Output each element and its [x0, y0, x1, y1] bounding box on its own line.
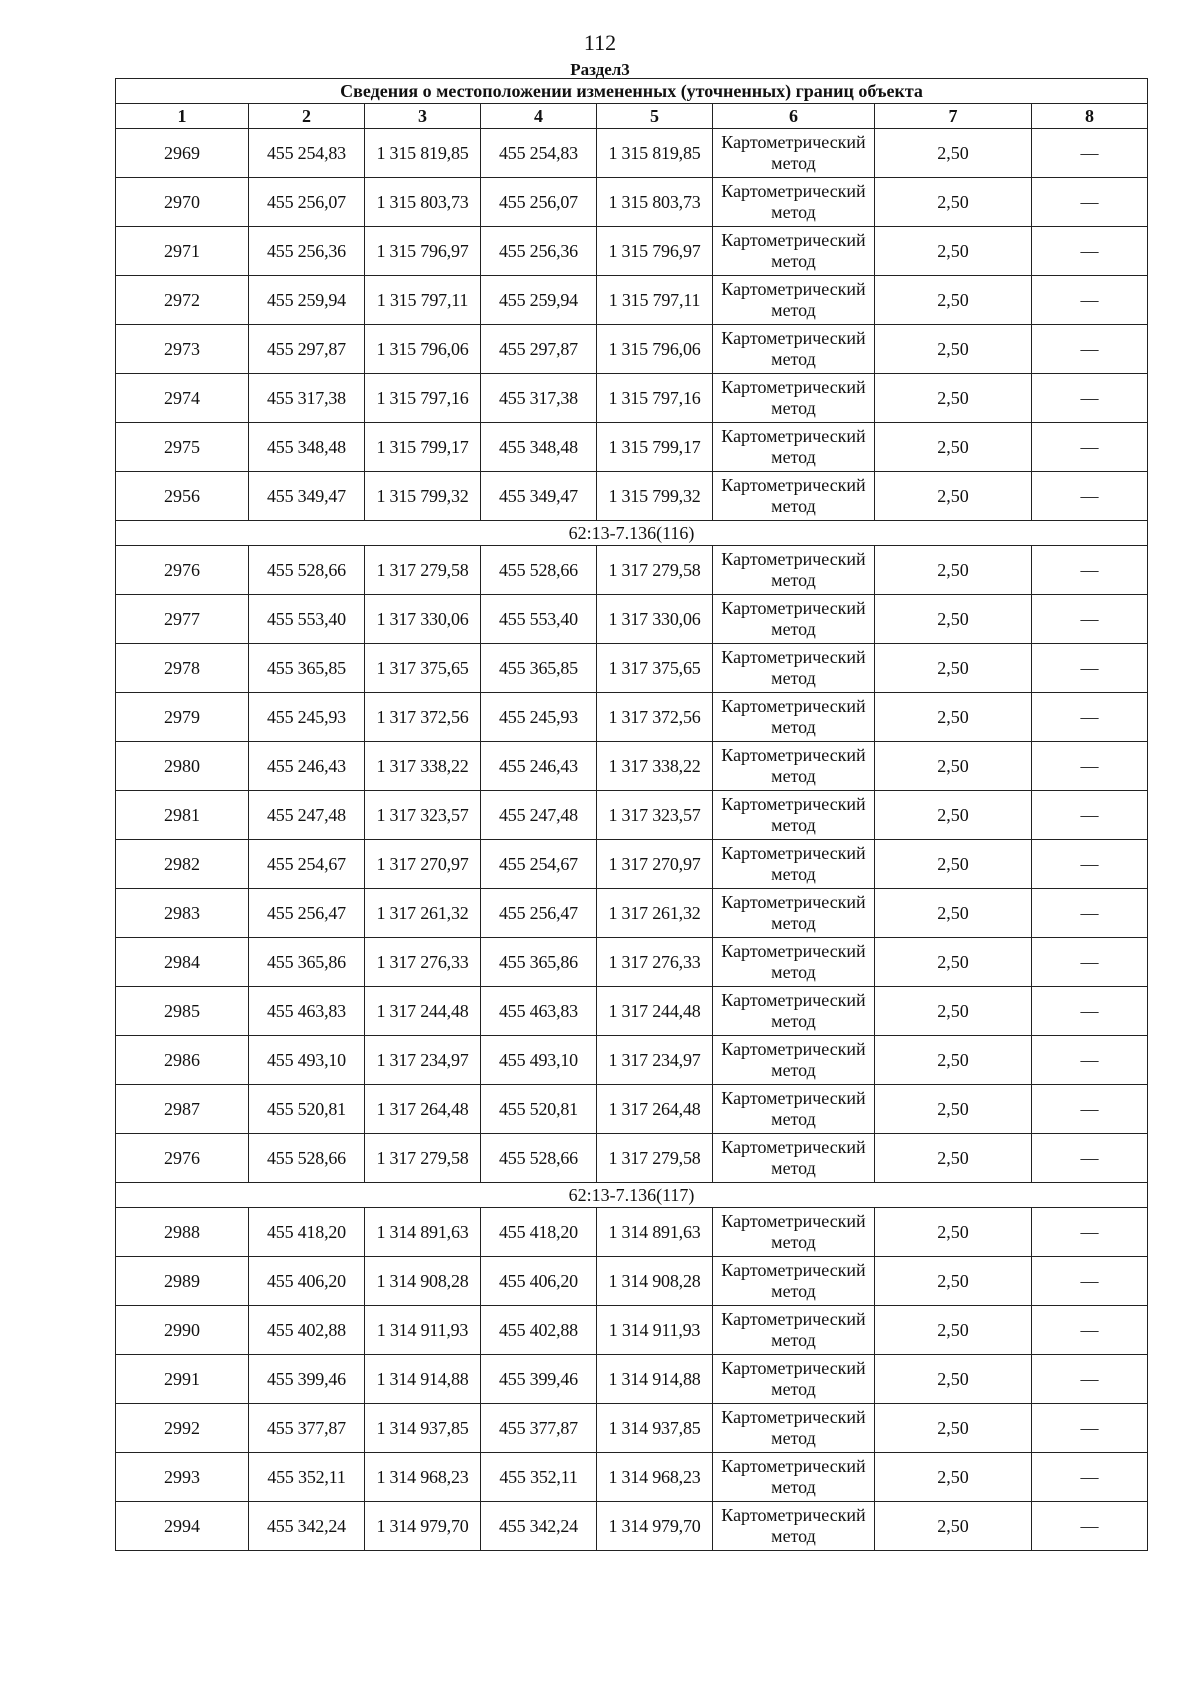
point-number: 2978 [116, 644, 249, 693]
coord-y-existing: 1 315 796,97 [365, 227, 481, 276]
accuracy-value: 2,50 [875, 791, 1032, 840]
coord-x-existing: 455 246,43 [249, 742, 365, 791]
column-header: 1 [116, 104, 249, 129]
accuracy-value: 2,50 [875, 227, 1032, 276]
accuracy-value: 2,50 [875, 693, 1032, 742]
coord-x-existing: 455 463,83 [249, 987, 365, 1036]
object-group-label: 62:13-7.136(117) [116, 1183, 1148, 1208]
determination-method: Картометрический метод [713, 1453, 875, 1502]
coord-y-existing: 1 315 819,85 [365, 129, 481, 178]
coord-y-existing: 1 317 279,58 [365, 1134, 481, 1183]
determination-method: Картометрический метод [713, 791, 875, 840]
table-row [116, 595, 1148, 644]
coord-y-new: 1 317 264,48 [597, 1085, 713, 1134]
coord-x-existing: 455 317,38 [249, 374, 365, 423]
coord-y-existing: 1 317 375,65 [365, 644, 481, 693]
coord-y-new: 1 317 338,22 [597, 742, 713, 791]
coord-x-new: 455 418,20 [481, 1208, 597, 1257]
accuracy-value: 2,50 [875, 1355, 1032, 1404]
boundary-coordinates-table [115, 78, 1148, 1551]
accuracy-value: 2,50 [875, 1036, 1032, 1085]
determination-method: Картометрический метод [713, 1355, 875, 1404]
coord-x-existing: 455 254,83 [249, 129, 365, 178]
coord-y-existing: 1 315 803,73 [365, 178, 481, 227]
section-title: Раздел3 [570, 60, 630, 79]
coord-y-new: 1 317 234,97 [597, 1036, 713, 1085]
coord-x-existing: 455 348,48 [249, 423, 365, 472]
table-row [116, 840, 1148, 889]
coord-x-new: 455 553,40 [481, 595, 597, 644]
object-group-label: 62:13-7.136(116) [116, 521, 1148, 546]
column-header: 5 [597, 104, 713, 129]
extra-value: — [1032, 1085, 1148, 1134]
table-row [116, 644, 1148, 693]
table-row [116, 423, 1148, 472]
coord-y-existing: 1 314 968,23 [365, 1453, 481, 1502]
point-number: 2979 [116, 693, 249, 742]
coord-x-existing: 455 402,88 [249, 1306, 365, 1355]
accuracy-value: 2,50 [875, 472, 1032, 521]
extra-value: — [1032, 1404, 1148, 1453]
coord-x-existing: 455 247,48 [249, 791, 365, 840]
object-group-row [116, 1183, 1148, 1208]
coord-y-existing: 1 315 797,16 [365, 374, 481, 423]
coord-x-new: 455 399,46 [481, 1355, 597, 1404]
table-row [116, 987, 1148, 1036]
coord-x-new: 455 246,43 [481, 742, 597, 791]
coord-x-existing: 455 256,36 [249, 227, 365, 276]
extra-value: — [1032, 595, 1148, 644]
coord-x-existing: 455 365,86 [249, 938, 365, 987]
coord-x-new: 455 377,87 [481, 1404, 597, 1453]
determination-method: Картометрический метод [713, 938, 875, 987]
table-row [116, 1453, 1148, 1502]
table-row [116, 546, 1148, 595]
coord-x-existing: 455 349,47 [249, 472, 365, 521]
accuracy-value: 2,50 [875, 987, 1032, 1036]
accuracy-value: 2,50 [875, 1208, 1032, 1257]
coord-x-new: 455 245,93 [481, 693, 597, 742]
coord-y-existing: 1 317 279,58 [365, 546, 481, 595]
accuracy-value: 2,50 [875, 546, 1032, 595]
coord-x-new: 455 365,85 [481, 644, 597, 693]
table-row [116, 1085, 1148, 1134]
table-row [116, 1036, 1148, 1085]
accuracy-value: 2,50 [875, 938, 1032, 987]
determination-method: Картометрический метод [713, 1134, 875, 1183]
accuracy-value: 2,50 [875, 1085, 1032, 1134]
point-number: 2956 [116, 472, 249, 521]
coord-y-new: 1 315 797,16 [597, 374, 713, 423]
coord-x-existing: 455 259,94 [249, 276, 365, 325]
determination-method: Картометрический метод [713, 178, 875, 227]
coord-x-new: 455 528,66 [481, 1134, 597, 1183]
extra-value: — [1032, 791, 1148, 840]
accuracy-value: 2,50 [875, 644, 1032, 693]
coord-x-new: 455 247,48 [481, 791, 597, 840]
point-number: 2992 [116, 1404, 249, 1453]
determination-method: Картометрический метод [713, 742, 875, 791]
determination-method: Картометрический метод [713, 1208, 875, 1257]
coord-x-existing: 455 528,66 [249, 1134, 365, 1183]
coord-x-new: 455 256,36 [481, 227, 597, 276]
extra-value: — [1032, 1306, 1148, 1355]
coord-y-existing: 1 317 234,97 [365, 1036, 481, 1085]
coord-y-existing: 1 315 796,06 [365, 325, 481, 374]
coord-y-new: 1 317 270,97 [597, 840, 713, 889]
coord-y-new: 1 317 244,48 [597, 987, 713, 1036]
accuracy-value: 2,50 [875, 374, 1032, 423]
coord-y-new: 1 317 375,65 [597, 644, 713, 693]
coord-x-new: 455 352,11 [481, 1453, 597, 1502]
determination-method: Картометрический метод [713, 840, 875, 889]
coord-y-existing: 1 317 244,48 [365, 987, 481, 1036]
coord-y-existing: 1 314 979,70 [365, 1502, 481, 1551]
accuracy-value: 2,50 [875, 1306, 1032, 1355]
point-number: 2993 [116, 1453, 249, 1502]
point-number: 2971 [116, 227, 249, 276]
coord-y-existing: 1 317 372,56 [365, 693, 481, 742]
point-number: 2987 [116, 1085, 249, 1134]
determination-method: Картометрический метод [713, 1306, 875, 1355]
point-number: 2986 [116, 1036, 249, 1085]
determination-method: Картометрический метод [713, 1502, 875, 1551]
extra-value: — [1032, 129, 1148, 178]
accuracy-value: 2,50 [875, 595, 1032, 644]
coord-x-existing: 455 528,66 [249, 546, 365, 595]
coord-x-new: 455 342,24 [481, 1502, 597, 1551]
table-row [116, 374, 1148, 423]
coord-y-new: 1 315 803,73 [597, 178, 713, 227]
point-number: 2974 [116, 374, 249, 423]
accuracy-value: 2,50 [875, 276, 1032, 325]
page-number: 112 [583, 30, 617, 55]
coord-x-existing: 455 553,40 [249, 595, 365, 644]
accuracy-value: 2,50 [875, 178, 1032, 227]
coord-y-existing: 1 317 276,33 [365, 938, 481, 987]
accuracy-value: 2,50 [875, 742, 1032, 791]
coord-y-existing: 1 317 261,32 [365, 889, 481, 938]
accuracy-value: 2,50 [875, 840, 1032, 889]
coord-y-new: 1 317 276,33 [597, 938, 713, 987]
column-header: 4 [481, 104, 597, 129]
coord-x-existing: 455 493,10 [249, 1036, 365, 1085]
determination-method: Картометрический метод [713, 423, 875, 472]
determination-method: Картометрический метод [713, 325, 875, 374]
coord-y-existing: 1 314 891,63 [365, 1208, 481, 1257]
extra-value: — [1032, 742, 1148, 791]
determination-method: Картометрический метод [713, 129, 875, 178]
coord-y-new: 1 315 819,85 [597, 129, 713, 178]
coord-y-new: 1 317 261,32 [597, 889, 713, 938]
determination-method: Картометрический метод [713, 987, 875, 1036]
table-row [116, 938, 1148, 987]
point-number: 2981 [116, 791, 249, 840]
coord-x-existing: 455 256,07 [249, 178, 365, 227]
accuracy-value: 2,50 [875, 1404, 1032, 1453]
accuracy-value: 2,50 [875, 129, 1032, 178]
coord-y-new: 1 315 796,97 [597, 227, 713, 276]
coord-y-existing: 1 315 799,32 [365, 472, 481, 521]
coord-y-new: 1 317 279,58 [597, 1134, 713, 1183]
coord-x-new: 455 254,67 [481, 840, 597, 889]
coord-y-existing: 1 314 937,85 [365, 1404, 481, 1453]
determination-method: Картометрический метод [713, 276, 875, 325]
coord-x-new: 455 254,83 [481, 129, 597, 178]
coord-y-existing: 1 315 797,11 [365, 276, 481, 325]
point-number: 2989 [116, 1257, 249, 1306]
coord-y-new: 1 314 937,85 [597, 1404, 713, 1453]
coord-y-new: 1 315 799,17 [597, 423, 713, 472]
point-number: 2972 [116, 276, 249, 325]
coord-x-new: 455 259,94 [481, 276, 597, 325]
coord-x-existing: 455 352,11 [249, 1453, 365, 1502]
accuracy-value: 2,50 [875, 325, 1032, 374]
point-number: 2984 [116, 938, 249, 987]
table-caption: Сведения о местоположении измененных (уточненных) границ объекта [116, 79, 1148, 104]
coord-y-existing: 1 314 914,88 [365, 1355, 481, 1404]
coord-y-new: 1 317 279,58 [597, 546, 713, 595]
extra-value: — [1032, 938, 1148, 987]
coord-x-new: 455 493,10 [481, 1036, 597, 1085]
point-number: 2975 [116, 423, 249, 472]
extra-value: — [1032, 1355, 1148, 1404]
coord-y-existing: 1 317 323,57 [365, 791, 481, 840]
coord-y-new: 1 314 914,88 [597, 1355, 713, 1404]
column-header-row [116, 104, 1148, 129]
coord-x-new: 455 402,88 [481, 1306, 597, 1355]
table-row [116, 178, 1148, 227]
point-number: 2970 [116, 178, 249, 227]
column-header: 3 [365, 104, 481, 129]
table-row [116, 227, 1148, 276]
table-row [116, 1134, 1148, 1183]
coord-y-existing: 1 314 908,28 [365, 1257, 481, 1306]
extra-value: — [1032, 423, 1148, 472]
extra-value: — [1032, 840, 1148, 889]
coord-y-new: 1 317 323,57 [597, 791, 713, 840]
coord-y-new: 1 317 372,56 [597, 693, 713, 742]
accuracy-value: 2,50 [875, 1257, 1032, 1306]
coord-y-existing: 1 317 330,06 [365, 595, 481, 644]
coord-y-new: 1 314 968,23 [597, 1453, 713, 1502]
table-body [116, 129, 1148, 1551]
determination-method: Картометрический метод [713, 227, 875, 276]
coord-y-new: 1 314 908,28 [597, 1257, 713, 1306]
table-row [116, 1404, 1148, 1453]
point-number: 2985 [116, 987, 249, 1036]
column-header: 6 [713, 104, 875, 129]
accuracy-value: 2,50 [875, 1502, 1032, 1551]
point-number: 2980 [116, 742, 249, 791]
table-caption-row [116, 79, 1148, 104]
table-row [116, 1306, 1148, 1355]
object-group-row [116, 521, 1148, 546]
determination-method: Картометрический метод [713, 889, 875, 938]
determination-method: Картометрический метод [713, 644, 875, 693]
table-row [116, 1208, 1148, 1257]
extra-value: — [1032, 889, 1148, 938]
determination-method: Картометрический метод [713, 374, 875, 423]
table-row [116, 1355, 1148, 1404]
extra-value: — [1032, 472, 1148, 521]
point-number: 2973 [116, 325, 249, 374]
extra-value: — [1032, 374, 1148, 423]
point-number: 2991 [116, 1355, 249, 1404]
determination-method: Картометрический метод [713, 1085, 875, 1134]
coord-x-new: 455 349,47 [481, 472, 597, 521]
determination-method: Картометрический метод [713, 546, 875, 595]
coord-y-new: 1 315 796,06 [597, 325, 713, 374]
column-header: 8 [1032, 104, 1148, 129]
determination-method: Картометрический метод [713, 1257, 875, 1306]
coord-x-new: 455 463,83 [481, 987, 597, 1036]
extra-value: — [1032, 1453, 1148, 1502]
column-header: 7 [875, 104, 1032, 129]
table-row [116, 472, 1148, 521]
coord-x-existing: 455 406,20 [249, 1257, 365, 1306]
coord-y-new: 1 314 911,93 [597, 1306, 713, 1355]
extra-value: — [1032, 178, 1148, 227]
extra-value: — [1032, 1502, 1148, 1551]
coord-x-existing: 455 399,46 [249, 1355, 365, 1404]
coord-y-new: 1 317 330,06 [597, 595, 713, 644]
point-number: 2977 [116, 595, 249, 644]
coord-x-existing: 455 297,87 [249, 325, 365, 374]
coord-x-existing: 455 245,93 [249, 693, 365, 742]
accuracy-value: 2,50 [875, 1134, 1032, 1183]
coord-y-existing: 1 314 911,93 [365, 1306, 481, 1355]
extra-value: — [1032, 1257, 1148, 1306]
coord-x-existing: 455 254,67 [249, 840, 365, 889]
coord-y-new: 1 315 797,11 [597, 276, 713, 325]
extra-value: — [1032, 1134, 1148, 1183]
coord-x-existing: 455 365,85 [249, 644, 365, 693]
coord-x-new: 455 520,81 [481, 1085, 597, 1134]
coord-x-new: 455 256,07 [481, 178, 597, 227]
table-row [116, 742, 1148, 791]
determination-method: Картометрический метод [713, 472, 875, 521]
point-number: 2969 [116, 129, 249, 178]
coord-y-new: 1 314 979,70 [597, 1502, 713, 1551]
coord-x-new: 455 406,20 [481, 1257, 597, 1306]
point-number: 2976 [116, 546, 249, 595]
point-number: 2976 [116, 1134, 249, 1183]
extra-value: — [1032, 1036, 1148, 1085]
coord-x-existing: 455 418,20 [249, 1208, 365, 1257]
extra-value: — [1032, 987, 1148, 1036]
table-row [116, 276, 1148, 325]
coord-x-new: 455 256,47 [481, 889, 597, 938]
extra-value: — [1032, 546, 1148, 595]
table-row [116, 325, 1148, 374]
coord-x-existing: 455 342,24 [249, 1502, 365, 1551]
extra-value: — [1032, 1208, 1148, 1257]
coord-y-existing: 1 317 264,48 [365, 1085, 481, 1134]
coord-y-existing: 1 315 799,17 [365, 423, 481, 472]
accuracy-value: 2,50 [875, 889, 1032, 938]
coord-x-new: 455 348,48 [481, 423, 597, 472]
table-row [116, 693, 1148, 742]
extra-value: — [1032, 276, 1148, 325]
coord-x-existing: 455 377,87 [249, 1404, 365, 1453]
table-row [116, 129, 1148, 178]
coord-x-new: 455 528,66 [481, 546, 597, 595]
coord-y-existing: 1 317 338,22 [365, 742, 481, 791]
extra-value: — [1032, 644, 1148, 693]
table-row [116, 791, 1148, 840]
accuracy-value: 2,50 [875, 1453, 1032, 1502]
point-number: 2988 [116, 1208, 249, 1257]
table-row [116, 1502, 1148, 1551]
extra-value: — [1032, 693, 1148, 742]
column-header: 2 [249, 104, 365, 129]
coord-y-existing: 1 317 270,97 [365, 840, 481, 889]
coord-x-existing: 455 256,47 [249, 889, 365, 938]
coord-y-new: 1 314 891,63 [597, 1208, 713, 1257]
table-row [116, 889, 1148, 938]
point-number: 2994 [116, 1502, 249, 1551]
coord-x-new: 455 297,87 [481, 325, 597, 374]
coord-x-new: 455 365,86 [481, 938, 597, 987]
determination-method: Картометрический метод [713, 693, 875, 742]
coord-x-new: 455 317,38 [481, 374, 597, 423]
determination-method: Картометрический метод [713, 595, 875, 644]
coord-x-existing: 455 520,81 [249, 1085, 365, 1134]
determination-method: Картометрический метод [713, 1404, 875, 1453]
table-row [116, 1257, 1148, 1306]
extra-value: — [1032, 325, 1148, 374]
extra-value: — [1032, 227, 1148, 276]
accuracy-value: 2,50 [875, 423, 1032, 472]
point-number: 2982 [116, 840, 249, 889]
point-number: 2990 [116, 1306, 249, 1355]
point-number: 2983 [116, 889, 249, 938]
coord-y-new: 1 315 799,32 [597, 472, 713, 521]
determination-method: Картометрический метод [713, 1036, 875, 1085]
